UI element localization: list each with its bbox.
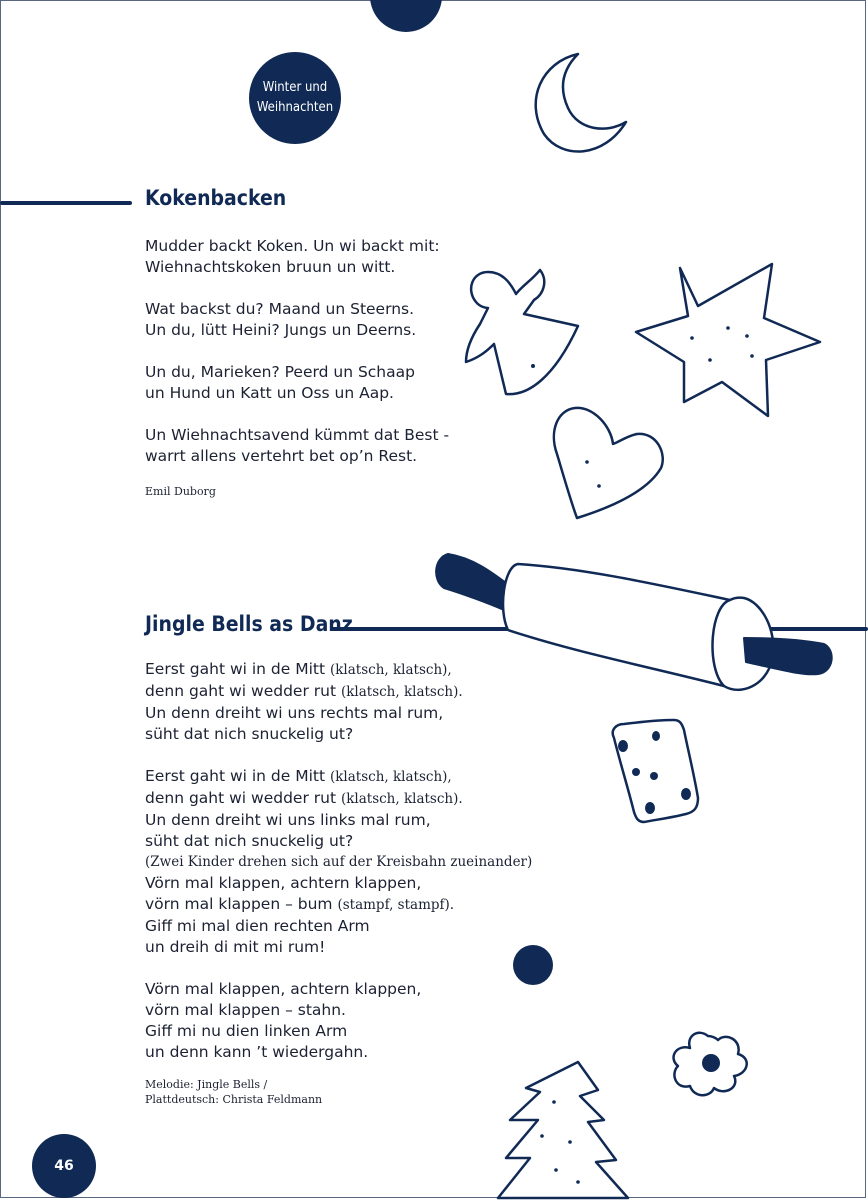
poem-line: Vörn mal klappen, achtern klappen,: [145, 874, 422, 892]
poem-line: süht dat nich snuckelig ut?: [145, 725, 354, 743]
star-cookie-icon: [632, 258, 824, 420]
poem-line: [145, 894, 575, 916]
badge-line-1: Winter und: [262, 80, 328, 95]
poem-title: Kokenbacken: [145, 186, 287, 210]
poem-body: [145, 659, 575, 1063]
line-aside: (klatsch, klatsch).: [340, 684, 463, 700]
dotted-cookie-icon: [606, 716, 702, 826]
poem-line: un dreih di mit mi rum!: [145, 938, 326, 956]
poem-line: Giff mi mal dien rechten Arm: [145, 917, 370, 935]
poem-line: Un denn dreiht wi uns rechts mal rum,: [145, 704, 444, 722]
poem-line: Un Wiehnachtsavend kümmt dat Best -: [145, 426, 450, 444]
poem-line: Giff mi nu dien linken Arm: [145, 1022, 348, 1040]
poem-author: [145, 484, 216, 499]
dot-icon: [512, 944, 554, 986]
line-text: Eerst gaht wi in de Mitt: [145, 660, 330, 678]
rolling-pin-icon: [434, 550, 836, 700]
poem-line: vörn mal klappen – stahn.: [145, 1001, 346, 1019]
poem-line: Vörn mal klappen, achtern klappen,: [145, 980, 422, 998]
poem-line: un denn kann ’t wiedergahn.: [145, 1043, 369, 1061]
line-aside: (stampf, stampf).: [337, 897, 455, 913]
poem-line: Wat backst du? Maand un Steerns.: [145, 300, 415, 318]
line-aside: (klatsch, klatsch),: [329, 769, 452, 785]
poem-line: Wiehnachtskoken bruun un witt.: [145, 258, 396, 276]
poem-line: [145, 766, 575, 788]
poem-line: Un denn dreiht wi uns links mal rum,: [145, 811, 431, 829]
stage-direction: (Zwei Kinder drehen sich auf der Kreisbahn zueinander): [145, 854, 533, 870]
poem-line: warrt allens vertehrt bet op’n Rest.: [145, 447, 418, 465]
page-number: 46: [32, 1134, 96, 1198]
author-name: Emil Duborg: [145, 485, 216, 498]
tree-cookie-icon: [496, 1058, 630, 1200]
moon-cookie-icon: [520, 48, 635, 163]
line-text: Eerst gaht wi in de Mitt: [145, 767, 330, 785]
poem-title: Jingle Bells as Danz: [145, 612, 353, 636]
line-text: vörn mal klappen – bum: [145, 895, 338, 913]
poem-line: un Hund un Katt un Oss un Aap.: [145, 384, 394, 402]
poem-line: Mudder backt Koken. Un wi backt mit:: [145, 237, 440, 255]
heart-cookie-icon: [549, 404, 669, 524]
line-text: denn gaht wi wedder rut: [145, 789, 341, 807]
poem-line: Un du, lütt Heini? Jungs un Deerns.: [145, 321, 417, 339]
section-badge: [249, 52, 341, 144]
poem-line: Un du, Marieken? Peerd un Schaap: [145, 363, 415, 381]
line-aside: (klatsch, klatsch).: [340, 791, 463, 807]
title-rule: [0, 201, 132, 205]
credit-line: Plattdeutsch: Christa Feldmann: [145, 1093, 323, 1106]
credit-line: Melodie: Jingle Bells /: [145, 1078, 268, 1091]
line-aside: (klatsch, klatsch),: [329, 662, 452, 678]
poem-line: [145, 788, 575, 810]
angel-cookie-icon: [458, 262, 586, 404]
badge-line-2: Weihnachten: [256, 100, 334, 115]
line-text: denn gaht wi wedder rut: [145, 682, 341, 700]
song-credit: [145, 1077, 322, 1107]
flower-cookie-icon: [668, 1030, 754, 1098]
poem-line: süht dat nich snuckelig ut?: [145, 832, 354, 850]
